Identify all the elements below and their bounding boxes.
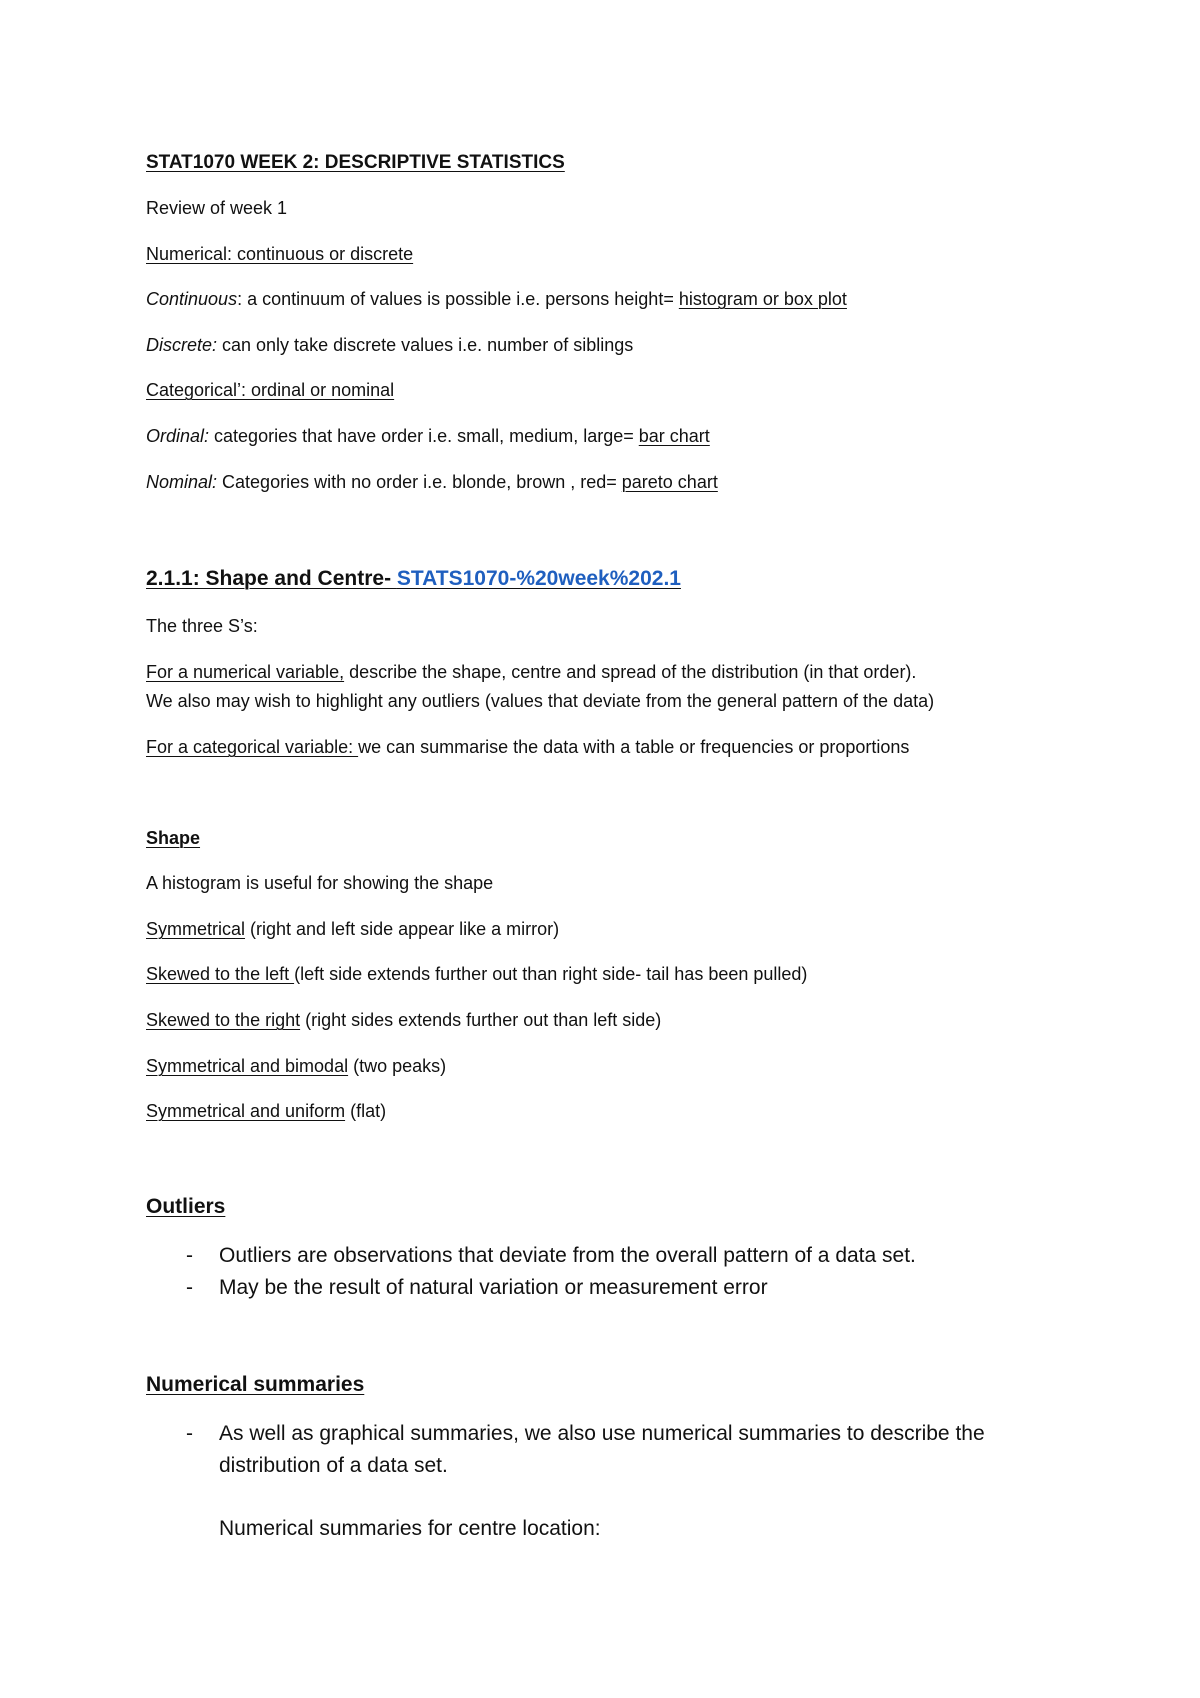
shape-item-term: Skewed to the left — [146, 964, 295, 984]
shape-item — [146, 965, 807, 983]
categorical-variable-line — [146, 738, 909, 756]
discrete-line — [146, 336, 633, 354]
section-211-heading — [146, 568, 681, 589]
outliers-bullet-text: May be the result of natural variation or measurement error — [219, 1276, 768, 1299]
numerical-summaries-heading: Numerical summaries — [146, 1373, 365, 1396]
review-heading: Review of week 1 — [146, 198, 288, 218]
ordinal-term: Ordinal: — [146, 426, 210, 446]
numerical-summaries-line-1: As well as graphical summaries, we also use numerical summaries to describe the — [219, 1422, 985, 1445]
shape-item-desc: (right sides extends further out than left side) — [300, 1010, 662, 1030]
numerical-label: Numerical: continuous or discrete — [146, 244, 414, 264]
bullet-marker: - — [186, 1422, 193, 1445]
shape-item — [146, 920, 559, 938]
shape-item-term: Symmetrical and uniform — [146, 1101, 346, 1121]
shape-intro: A histogram is useful for showing the shape — [146, 873, 494, 893]
shape-item-desc: (right and left side appear like a mirror) — [245, 919, 560, 939]
continuous-line — [146, 290, 847, 308]
categorical-variable-text: we can summarise the data with a table or frequencies or proportions — [358, 737, 910, 757]
bullet-marker: - — [186, 1276, 193, 1299]
shape-item-desc: (flat) — [345, 1101, 387, 1121]
shape-item — [146, 1011, 661, 1029]
discrete-term: Discrete: — [146, 335, 218, 355]
continuous-chart: histogram or box plot — [678, 289, 847, 309]
shape-item-term: Symmetrical and bimodal — [146, 1056, 349, 1076]
centre-location-subheading: Numerical summaries for centre location: — [219, 1517, 601, 1540]
numerical-summaries-line-2: distribution of a data set. — [219, 1454, 448, 1477]
shape-item — [146, 1057, 446, 1075]
section-211-link[interactable]: STATS1070-%20week%202.1 — [396, 567, 681, 590]
continuous-term: Continuous — [146, 289, 238, 309]
nominal-text: Categories with no order i.e. blonde, brown , red= — [217, 472, 622, 492]
continuous-text: : a continuum of values is possible i.e. persons height= — [237, 289, 679, 309]
numerical-variable-text: describe the shape, centre and spread of the distribution (in that order). — [344, 662, 917, 682]
section-211-title: 2.1.1: Shape and Centre- — [146, 567, 397, 590]
bullet-marker: - — [186, 1244, 193, 1267]
three-s-label: The three S’s: — [146, 616, 258, 636]
nominal-chart: pareto chart — [621, 472, 718, 492]
ordinal-chart: bar chart — [638, 426, 710, 446]
discrete-text: can only take discrete values i.e. number of siblings — [217, 335, 634, 355]
shape-item-desc: (two peaks) — [348, 1056, 447, 1076]
shape-item-desc: (left side extends further out than right side- tail has been pulled) — [294, 964, 808, 984]
outliers-bullet-text: Outliers are observations that deviate from the overall pattern of a data set. — [219, 1244, 916, 1267]
numerical-variable-line-2: We also may wish to highlight any outliers (values that deviate from the general pattern of the data) — [146, 691, 935, 711]
shape-heading: Shape — [146, 828, 201, 848]
categorical-label: Categorical’: ordinal or nominal — [146, 380, 395, 400]
nominal-term: Nominal: — [146, 472, 218, 492]
shape-item-term: Symmetrical — [146, 919, 246, 939]
document-title: STAT1070 WEEK 2: DESCRIPTIVE STATISTICS — [146, 152, 565, 173]
ordinal-text: categories that have order i.e. small, medium, large= — [209, 426, 639, 446]
ordinal-line — [146, 427, 710, 445]
outliers-heading: Outliers — [146, 1195, 226, 1218]
nominal-line — [146, 473, 718, 491]
numerical-variable-line — [146, 663, 916, 681]
shape-item — [146, 1102, 386, 1120]
categorical-variable-label: For a categorical variable: — [146, 737, 359, 757]
numerical-variable-label: For a numerical variable, — [146, 662, 345, 682]
shape-item-term: Skewed to the right — [146, 1010, 301, 1030]
